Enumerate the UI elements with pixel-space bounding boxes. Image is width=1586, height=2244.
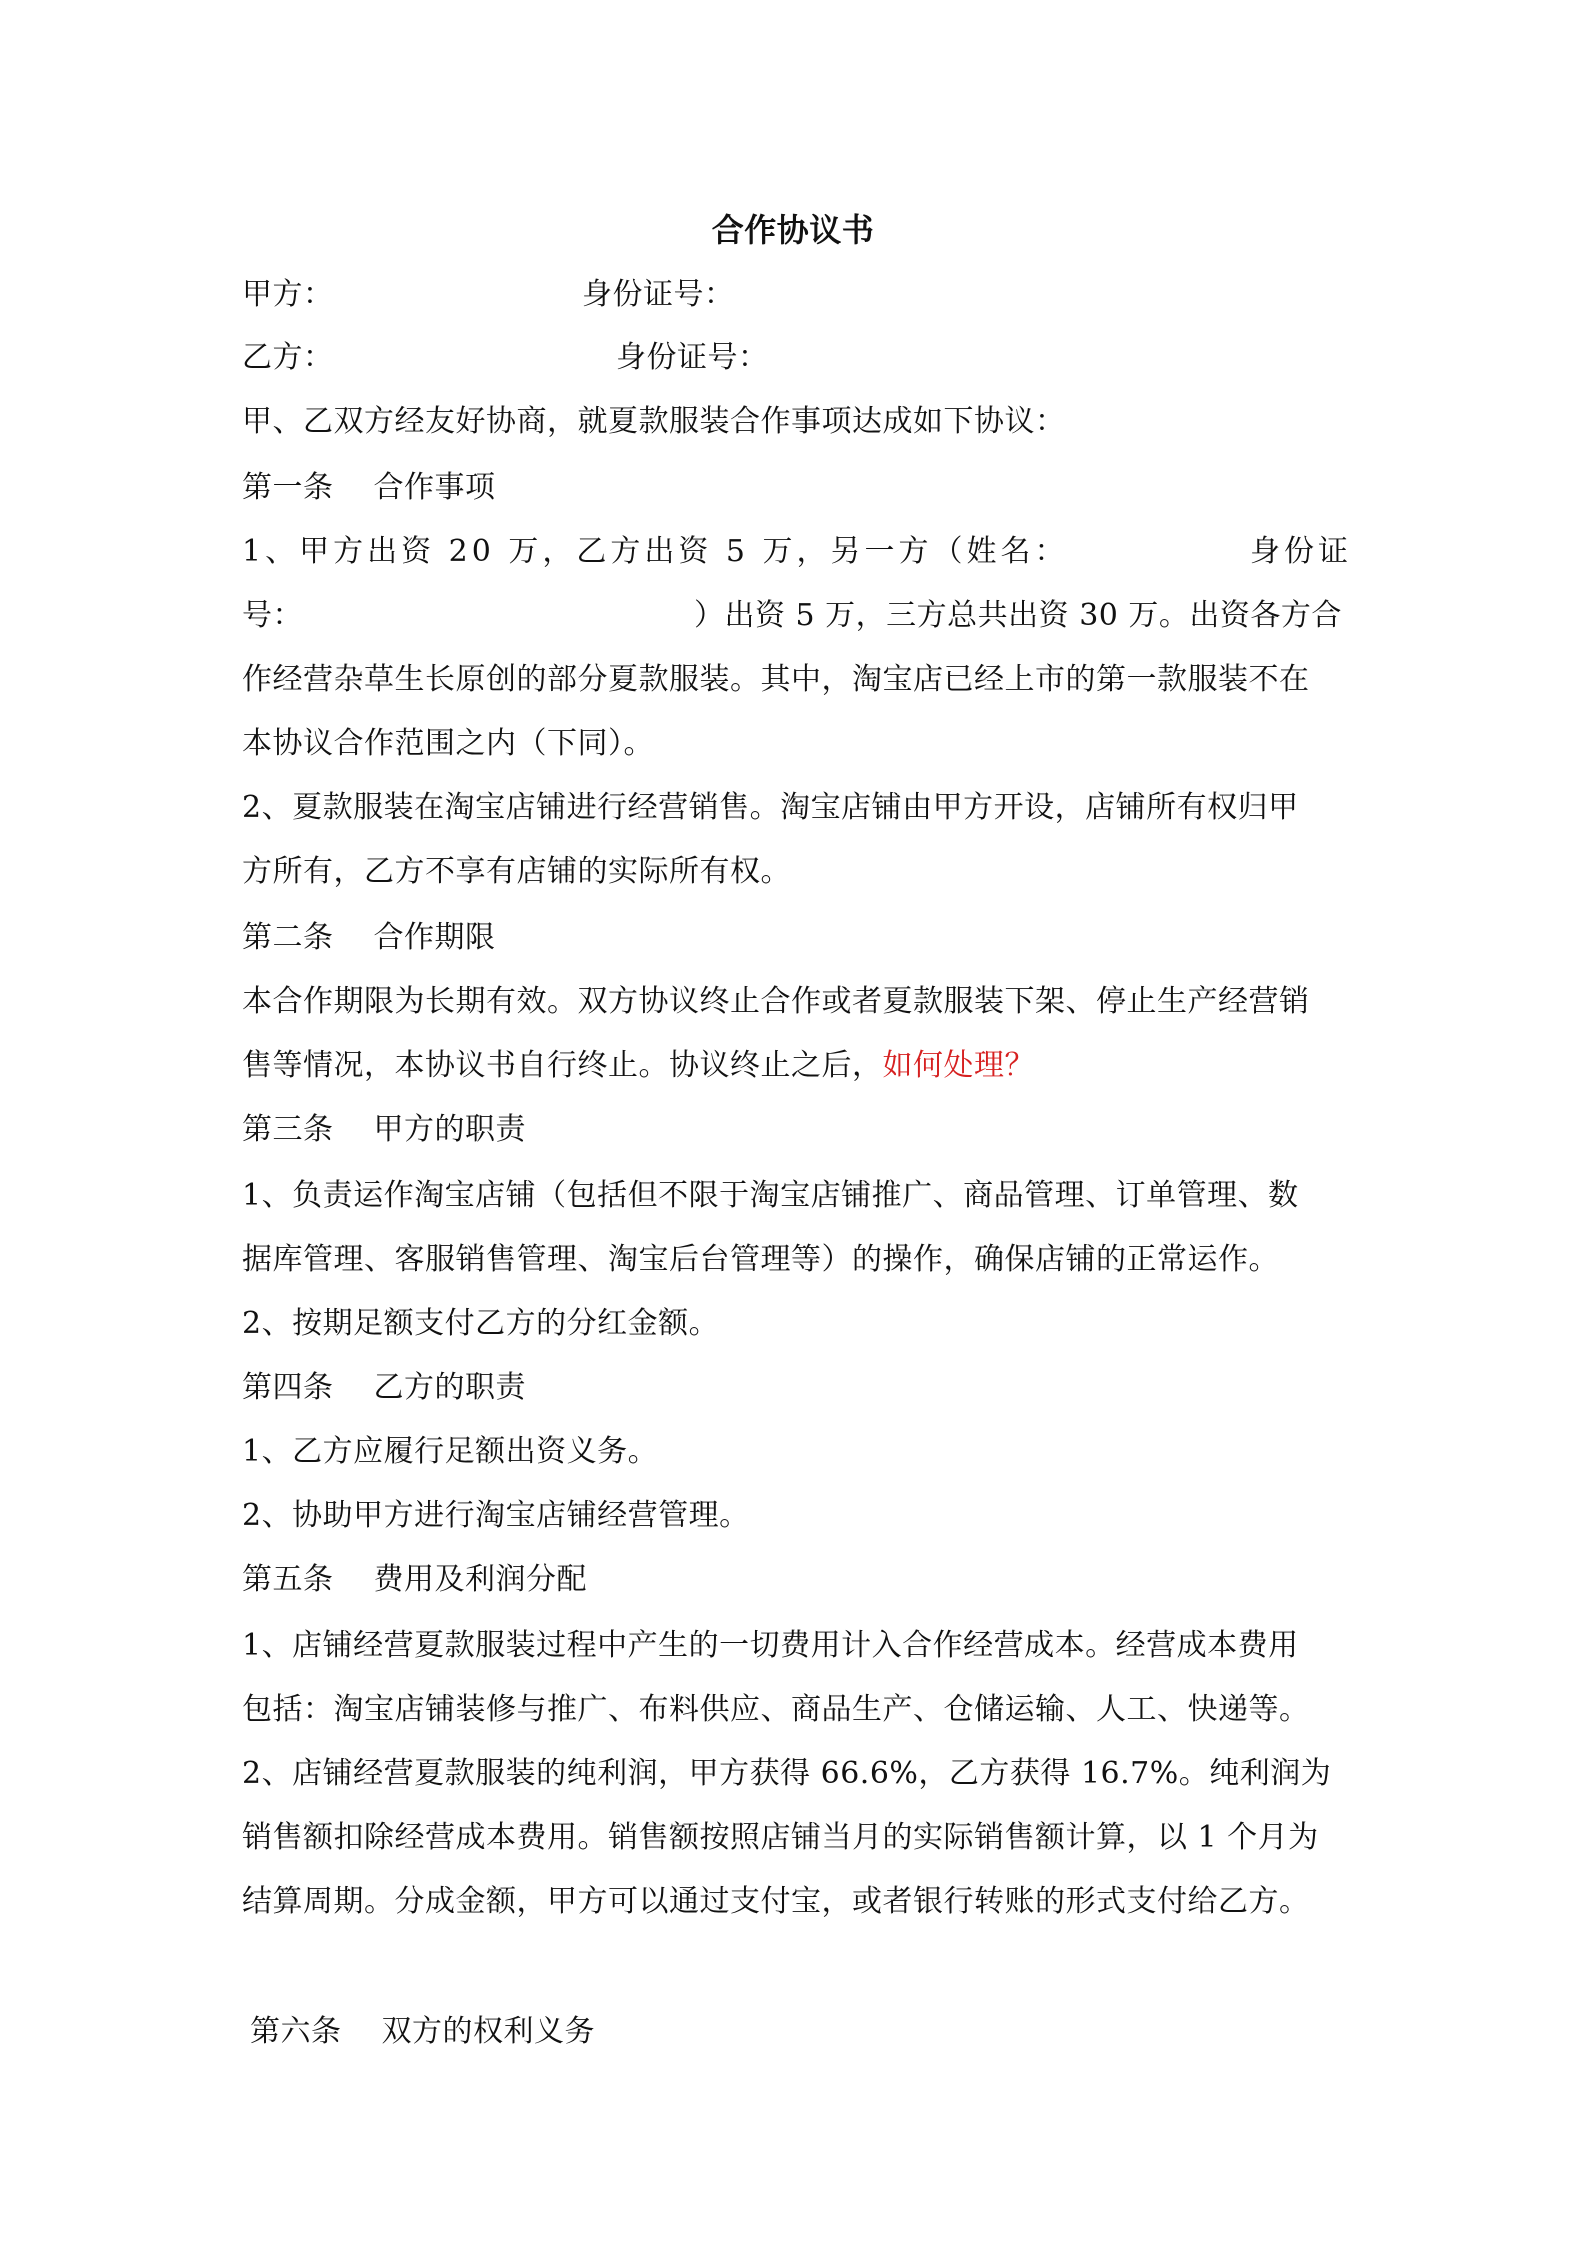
- party-b-label: 乙方：: [242, 340, 334, 375]
- party-b-line: [242, 338, 1352, 378]
- article-number: 第一条: [242, 470, 334, 505]
- highlighted-question: 如何处理？: [882, 1048, 1035, 1083]
- text-segment: 身份证: [1250, 534, 1352, 569]
- article-6-heading: [250, 2012, 1360, 2052]
- article-title: 费用及利润分配: [373, 1562, 587, 1597]
- party-a-line: [242, 275, 1352, 315]
- article-3-para-1-line-1: 1、负责运作淘宝店铺（包括但不限于淘宝店铺推广、商品管理、订单管理、数: [242, 1178, 1299, 1213]
- article-4-heading: [242, 1368, 1352, 1408]
- article-5-para-2-line-3: 结算周期。分成金额，甲方可以通过支付宝，或者银行转账的形式支付给乙方。: [242, 1884, 1310, 1919]
- party-a-id-label: 身份证号：: [582, 277, 735, 312]
- article-1-para-1-line-3: 作经营杂草生长原创的部分夏款服装。其中，淘宝店已经上市的第一款服装不在: [242, 662, 1310, 697]
- article-title: 乙方的职责: [373, 1370, 526, 1405]
- article-5-para-2-line-1: 2、店铺经营夏款服装的纯利润，甲方获得 66.6%，乙方获得 16.7%。纯利润为: [242, 1756, 1332, 1791]
- article-title: 合作期限: [373, 920, 496, 955]
- article-number: 第四条: [242, 1370, 334, 1405]
- article-1-para-1-line-2: [242, 596, 1352, 636]
- article-5-para-1-line-2: 包括：淘宝店铺装修与推广、布料供应、商品生产、仓储运输、人工、快递等。: [242, 1692, 1310, 1727]
- article-title: 合作事项: [373, 470, 496, 505]
- article-number: 第三条: [242, 1112, 334, 1147]
- document-title: 合作协议书: [711, 211, 875, 249]
- party-b-id-label: 身份证号：: [616, 340, 769, 375]
- article-1-para-1-line-4: 本协议合作范围之内（下同）。: [242, 726, 654, 761]
- article-title: 双方的权利义务: [381, 2014, 595, 2049]
- article-1-para-2-line-2: 方所有，乙方不享有店铺的实际所有权。: [242, 854, 791, 889]
- article-2-heading: [242, 918, 1352, 958]
- text-segment: ）出资 5 万，三方总共出资 30 万。出资各方合: [694, 598, 1342, 633]
- article-1-para-1-line-1: [242, 532, 1352, 572]
- article-3-heading: [242, 1110, 1352, 1150]
- text-segment: 号：: [242, 598, 303, 633]
- intro-paragraph: 甲、乙双方经友好协商，就夏款服装合作事项达成如下协议：: [242, 404, 1066, 439]
- article-title: 甲方的职责: [373, 1112, 526, 1147]
- article-5-para-1-line-1: 1、店铺经营夏款服装过程中产生的一切费用计入合作经营成本。经营成本费用: [242, 1628, 1299, 1663]
- text-segment: 售等情况，本协议书自行终止。协议终止之后，: [242, 1048, 883, 1083]
- article-number: 第六条: [250, 2014, 342, 2049]
- article-2-line-2: [242, 1046, 1352, 1086]
- article-5-para-2-line-2: 销售额扣除经营成本费用。销售额按照店铺当月的实际销售额计算，以 1 个月为: [242, 1820, 1319, 1855]
- article-5-heading: [242, 1560, 1352, 1600]
- article-3-para-2: 2、按期足额支付乙方的分红金额。: [242, 1306, 720, 1341]
- article-1-para-2-line-1: 2、夏款服装在淘宝店铺进行经营销售。淘宝店铺由甲方开设，店铺所有权归甲: [242, 790, 1299, 825]
- article-number: 第五条: [242, 1562, 334, 1597]
- article-4-para-1: 1、乙方应履行足额出资义务。: [242, 1434, 659, 1469]
- article-1-heading: [242, 468, 1352, 508]
- article-3-para-1-line-2: 据库管理、客服销售管理、淘宝后台管理等）的操作，确保店铺的正常运作。: [242, 1242, 1279, 1277]
- party-a-label: 甲方：: [242, 277, 334, 312]
- article-2-line-1: 本合作期限为长期有效。双方协议终止合作或者夏款服装下架、停止生产经营销: [242, 984, 1310, 1019]
- article-4-para-2: 2、协助甲方进行淘宝店铺经营管理。: [242, 1498, 750, 1533]
- text-segment: 1、甲方出资 20 万，乙方出资 5 万，另一方（姓名：: [242, 534, 1069, 569]
- article-number: 第二条: [242, 920, 334, 955]
